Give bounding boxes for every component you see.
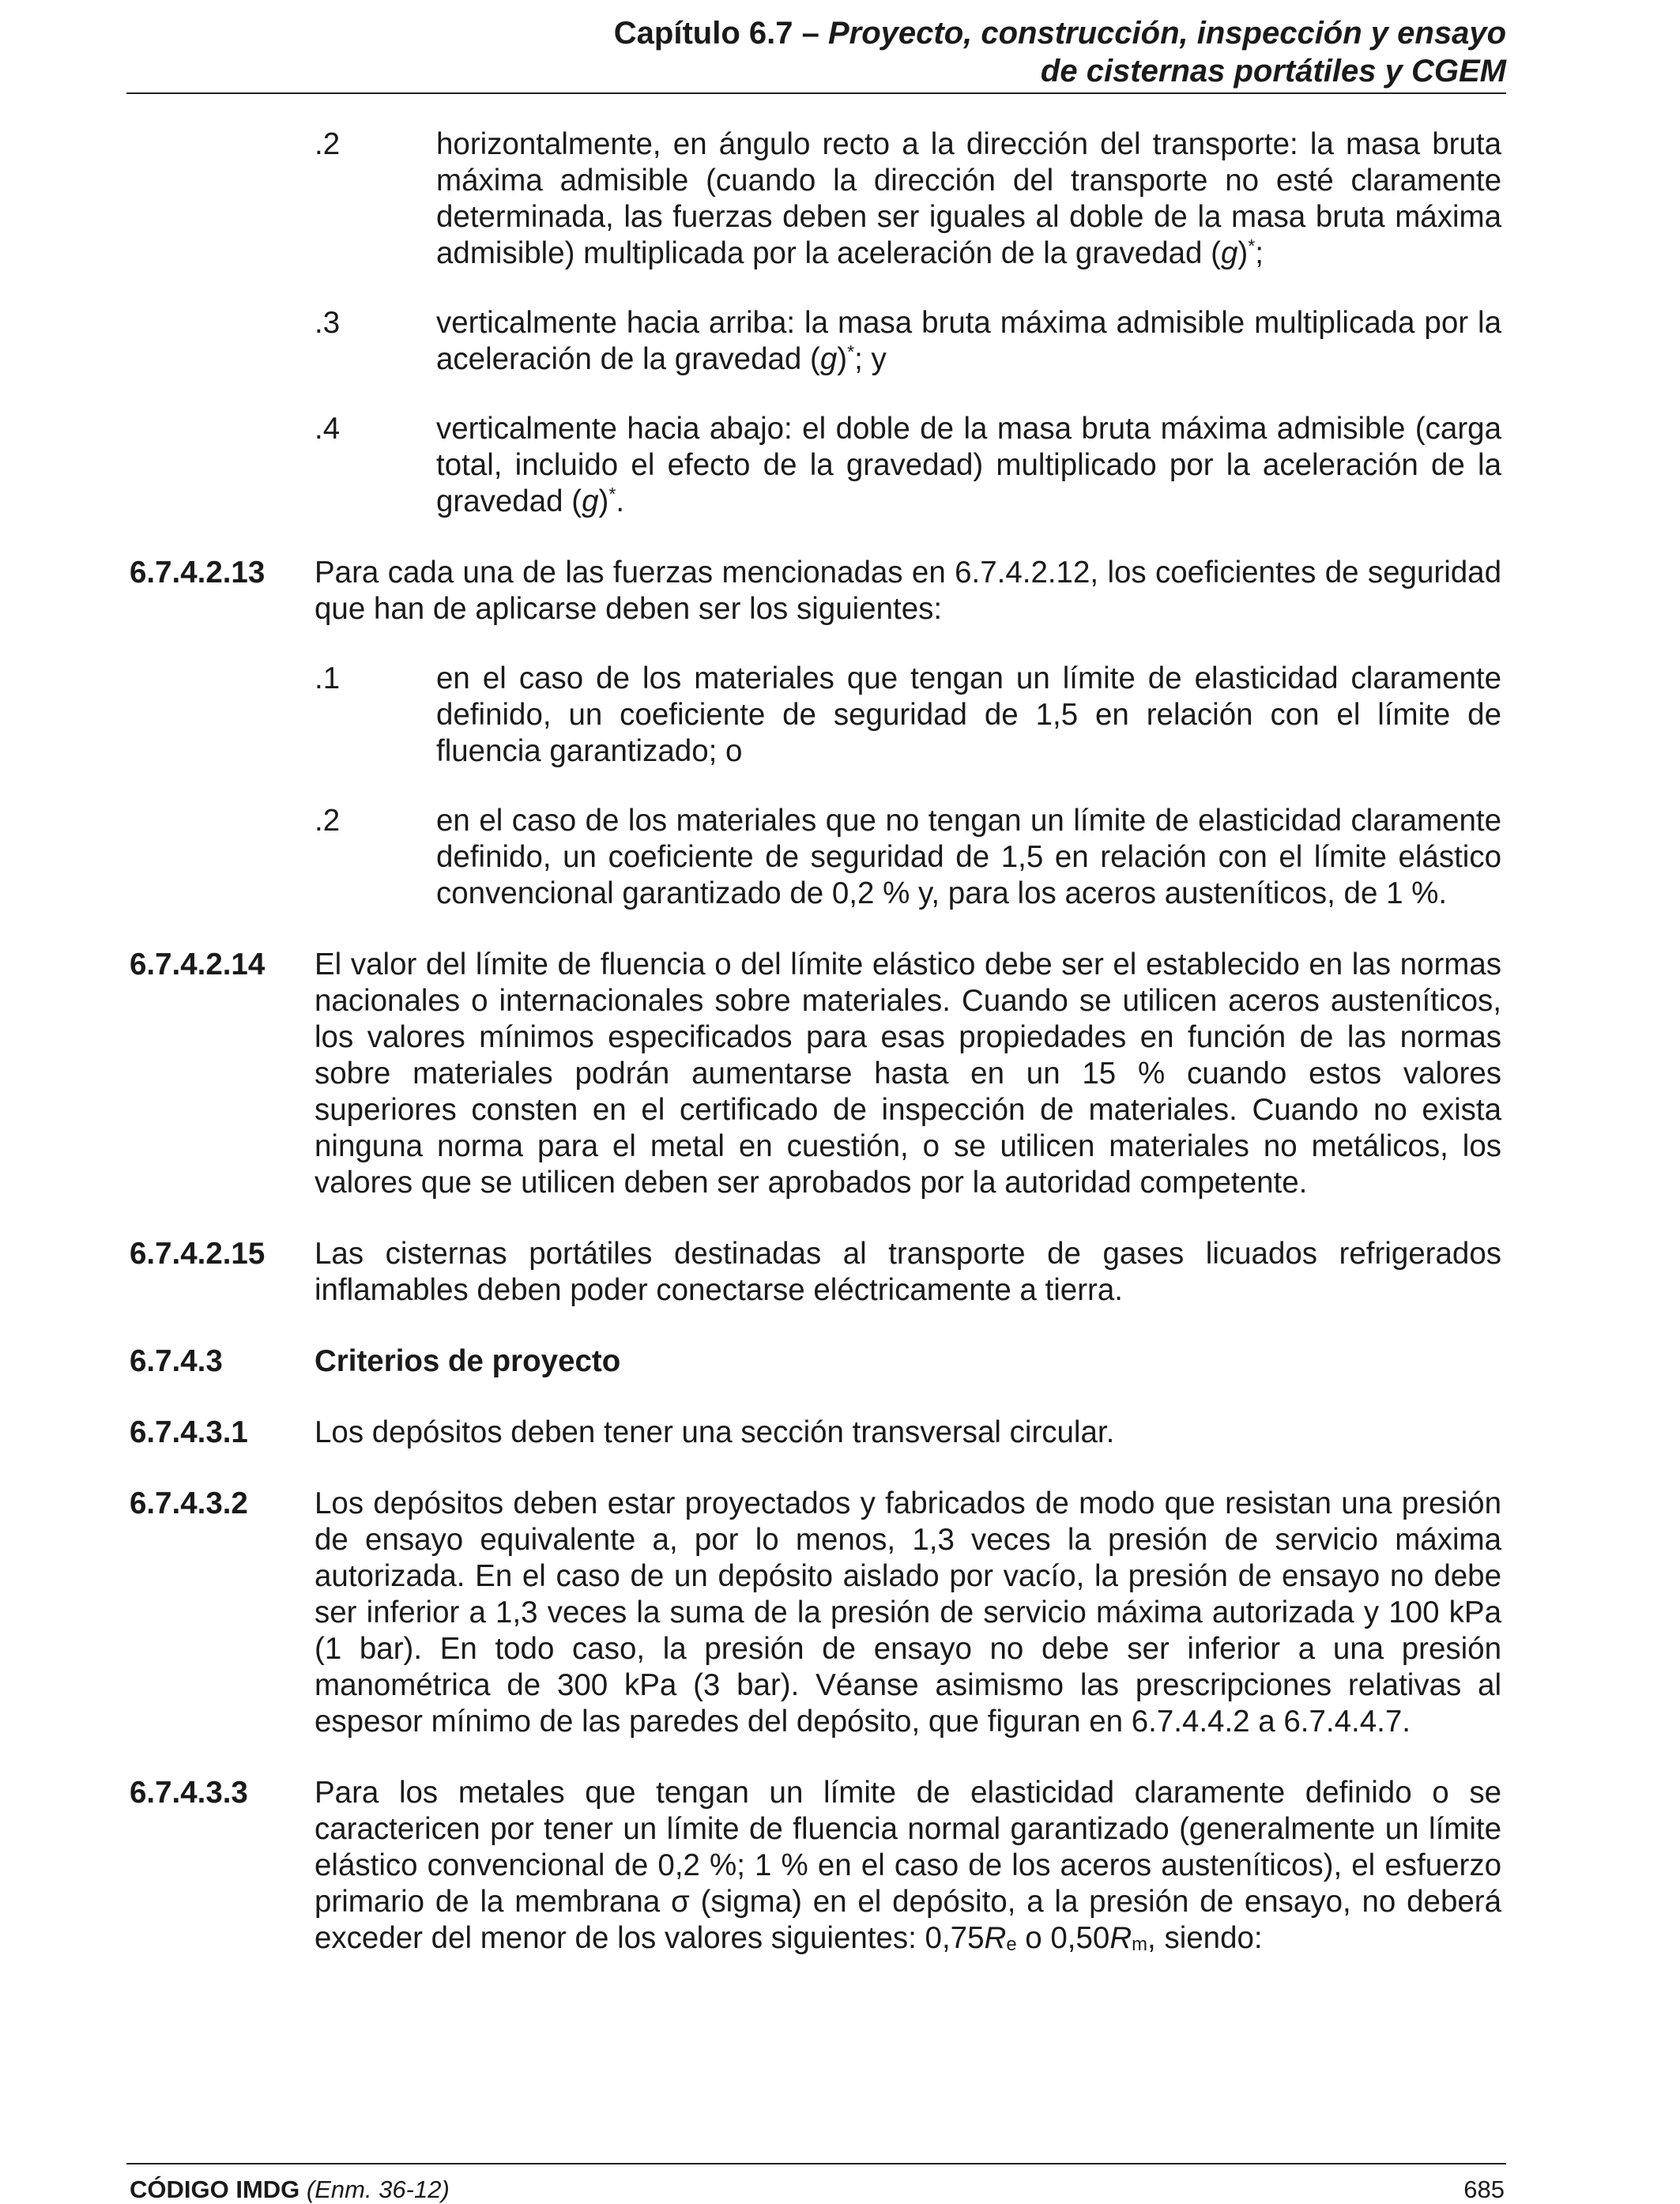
paragraph-number: 6.7.4.3.1: [130, 1415, 248, 1449]
footer-code: [130, 2176, 450, 2204]
list-item-text: verticalmente hacia arriba: la masa bruta máxima admisible multiplicada por la aceleración de la gravedad (g)*; y: [436, 306, 1501, 376]
paragraph-text: Para cada una de las fuerzas mencionadas en 6.7.4.2.12, los coeficientes de seguridad que han de aplicarse deben ser los siguientes:: [315, 556, 1501, 626]
running-header: [126, 14, 1506, 90]
list-item-text: en el caso de los materiales que no tengan un límite de elasticidad claramente definido, un coeficiente de seguridad de 1,5 en relación con el límite elástico convencional garantizado de 0,2 % y, para los aceros austeníticos, de 1 %.: [436, 804, 1501, 910]
paragraph-number: 6.7.4.2.14: [130, 948, 266, 981]
list-item: [0, 126, 1680, 272]
paragraph-text: Las cisternas portátiles destinadas al transporte de gases licuados refrigerados inflamables deben poder conectarse eléctricamente a tierra.: [315, 1237, 1501, 1307]
list-item: [0, 411, 1680, 520]
header-rule: [126, 92, 1506, 94]
list-item-text: horizontalmente, en ángulo recto a la dirección del transporte: la masa bruta máxima admisible (cuando la dirección del transporte no esté claramente determinada, las fuerzas deben ser iguales al doble de la masa bruta máxima admisible) multiplicada por la aceleración de la gravedad (g)*;: [436, 127, 1501, 270]
paragraph-6-7-4-3-1: [0, 1415, 1680, 1451]
footer-rule: [126, 2163, 1506, 2164]
header-line-1: [126, 14, 1506, 52]
paragraph-6-7-4-2-13: [0, 555, 1680, 912]
continuation-list: [0, 126, 1680, 520]
paragraph-6-7-4-2-15: [0, 1236, 1680, 1309]
footer-code-name: CÓDIGO IMDG: [130, 2176, 300, 2203]
list-item-number: .2: [315, 804, 341, 838]
paragraph-text: El valor del límite de fluencia o del límite elástico debe ser el establecido en las normas nacionales o internacionales sobre materiales. Cuando se utilicen aceros austeníticos, los valores mínimos especificados para esas propiedades en función de las normas sobre materiales podrán aumentarse hasta en un 15 % cuando estos valores superiores consten en el certificado de inspección de materiales. Cuando no exista ninguna norma para el metal en cuestión, o se utilicen materiales no metálicos, los valores que se utilicen deben ser aprobados por la autoridad competente.: [315, 948, 1501, 1200]
list-item-number: .3: [315, 306, 341, 340]
paragraph-number: 6.7.4.2.13: [130, 556, 266, 590]
list-item: [0, 305, 1680, 378]
header-title-line-1: Proyecto, construcción, inspección y ensayo: [827, 16, 1506, 51]
paragraph-number: 6.7.4.2.15: [130, 1237, 266, 1271]
section-heading-6-7-4-3: [0, 1343, 1680, 1380]
paragraph-6-7-4-3-3: [0, 1775, 1680, 1957]
paragraph-6-7-4-2-14: [0, 947, 1680, 1201]
list-item-number: .4: [315, 412, 341, 446]
section-heading: Criterios de proyecto: [315, 1344, 621, 1378]
paragraph-text: Los depósitos deben estar proyectados y fabricados de modo que resistan una presión de ensayo equivalente a, por lo menos, 1,3 veces la presión de servicio máxima autorizada. En el caso de un depósito aislado por vacío, la presión de ensayo no debe ser inferior a 1,3 veces la suma de la presión de servicio máxima autorizada y 100 kPa (1 bar). En todo caso, la presión de ensayo no debe ser inferior a una presión manométrica de 300 kPa (3 bar). Véanse asimismo las prescripciones relativas al espesor mínimo de las paredes del depósito, que figuran en 6.7.4.4.2 a 6.7.4.4.7.: [315, 1486, 1501, 1739]
list-item-number: .1: [315, 661, 341, 695]
paragraph-6-7-4-3-2: [0, 1486, 1680, 1740]
paragraph-text: Para los metales que tengan un límite de elasticidad claramente definido o se caractericen por tener un límite de fluencia normal garantizado (generalmente un límite elástico convencional de 0,2 %; 1 % en el caso de los aceros austeníticos), el esfuerzo primario de la membrana σ (sigma) en el depósito, a la presión de ensayo, no deberá exceder del menor de los valores siguientes: $0,75R_e$ o $0,50R_m$, siendo:: [315, 1776, 1501, 1955]
section-number: 6.7.4.3: [130, 1344, 223, 1378]
page-content: [0, 126, 1680, 1957]
header-title-line-2: de cisternas portátiles y CGEM: [1040, 54, 1506, 89]
list-item-text: en el caso de los materiales que tengan un límite de elasticidad claramente definido, un coeficiente de seguridad de 1,5 en relación con el límite de fluencia garantizado; o: [436, 661, 1501, 768]
paragraph-number: 6.7.4.3.2: [130, 1486, 248, 1520]
list-item: [0, 803, 1680, 912]
list-item: [0, 661, 1680, 770]
paragraph-number: 6.7.4.3.3: [130, 1776, 248, 1810]
paragraph-text: Los depósitos deben tener una sección transversal circular.: [315, 1415, 1115, 1449]
list-item-text: verticalmente hacia abajo: el doble de la masa bruta máxima admisible (carga total, incluido el efecto de la gravedad) multiplicado por la aceleración de la gravedad (g)*.: [436, 412, 1501, 518]
list-item-number: .2: [315, 127, 341, 161]
page-number: 685: [1463, 2176, 1505, 2203]
header-chapter: Capítulo 6.7 –: [613, 16, 819, 51]
footer-amendment: (Enm. 36-12): [306, 2176, 450, 2203]
